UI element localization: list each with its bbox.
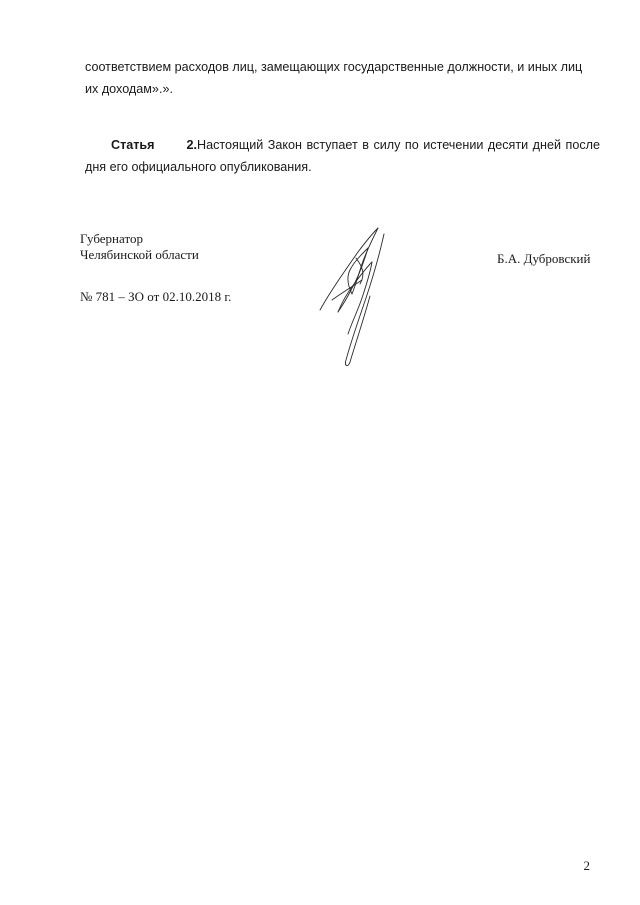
continuation-line-1: соответствием расходов лиц, замещающих государственные должности, и иных лиц xyxy=(85,60,583,74)
article-text-line-2: дня его официального опубликования. xyxy=(85,160,312,174)
article-label: Статья 2. xyxy=(111,138,197,152)
governor-title: Губернатор xyxy=(80,231,143,246)
law-number-date: № 781 – ЗО от 02.10.2018 г. xyxy=(80,289,232,304)
signer-name: Б.А. Дубровский xyxy=(497,251,591,266)
page-number: 2 xyxy=(583,858,590,873)
handwritten-signature xyxy=(312,222,402,372)
article-text-line-1: Настоящий Закон вступает в силу по истечении десяти дней после xyxy=(197,138,600,152)
region-name: Челябинской области xyxy=(80,247,199,262)
continuation-line-2: их доходам».». xyxy=(85,82,173,96)
article-2-first-line xyxy=(85,136,600,154)
